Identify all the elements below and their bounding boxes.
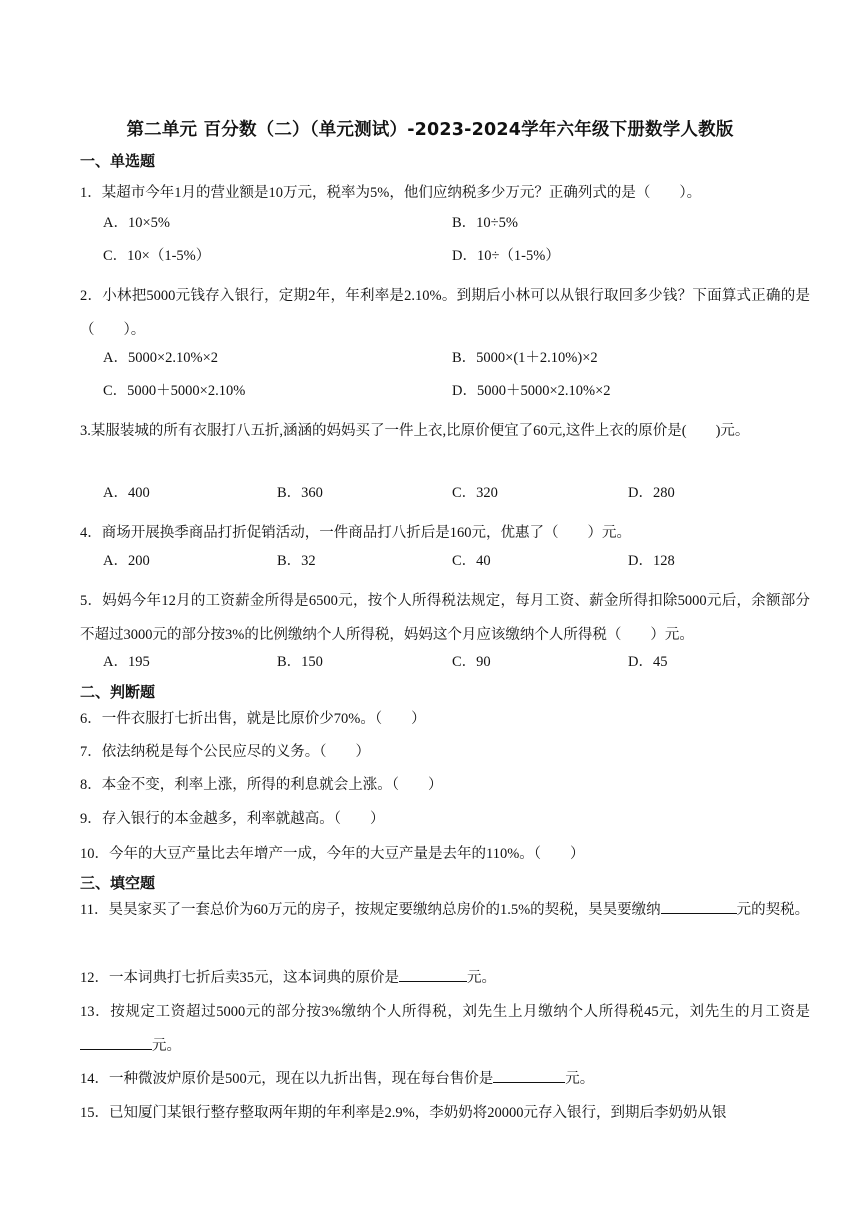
question-12-text: 12．一本词典打七折后卖35元，这本词典的原价是 (80, 970, 399, 986)
question-12 (80, 961, 810, 995)
question-13-tail: 元。 (152, 1038, 181, 1054)
q4-option-a: A．200 (103, 553, 150, 569)
question-14-tail: 元。 (565, 1071, 595, 1087)
question-4: 4．商场开展换季商品打折促销活动，一件商品打八折后是160元，优惠了（ ）元。 (80, 525, 631, 541)
q1-option-c: C．10×（1-5%） (103, 248, 211, 264)
question-2: 2．小林把5000元钱存入银行，定期2年，年利率是2.10%。到期后小林可以从银行取回多少钱？下面算式正确的是（ ）。 (80, 288, 810, 338)
question-7: 7．依法纳税是每个公民应尽的义务。（ ） (80, 744, 370, 760)
question-15: 15．已知厦门某银行整存整取两年期的年利率是2.9%，李奶奶将20000元存入银行，到期后李奶奶从银 (80, 1105, 727, 1121)
question-3: 3.某服装城的所有衣服打八五折,涵涵的妈妈买了一件上衣,比原价便宜了60元,这件上衣的原价是( )元。 (80, 423, 750, 439)
question-6: 6．一件衣服打七折出售，就是比原价少70%。（ ） (80, 711, 426, 727)
q3-option-d: D．280 (628, 485, 675, 501)
question-14 (80, 1062, 810, 1096)
question-1: 1．某超市今年1月的营业额是10万元，税率为5%，他们应纳税多少万元？正确列式的是（ ）。 (80, 185, 702, 201)
question-10: 10．今年的大豆产量比去年增产一成，今年的大豆产量是去年的110%。（ ） (80, 846, 585, 862)
section-heading-true-false: 二、判断题 (80, 683, 156, 701)
q4-option-b: B．32 (277, 553, 316, 569)
q4-option-c: C．40 (452, 553, 491, 569)
question-9: 9．存入银行的本金越多，利率就越高。（ ） (80, 811, 385, 827)
answer-blank-13[interactable] (80, 1035, 152, 1050)
q1-option-b: B．10÷5% (452, 215, 518, 231)
q3-option-b: B．360 (277, 485, 323, 501)
section-heading-fill-blank: 三、填空题 (80, 874, 156, 892)
q2-option-c: C．5000＋5000×2.10% (103, 383, 246, 399)
question-12-tail: 元。 (467, 970, 496, 986)
page-title: 第二单元 百分数（二）（单元测试）-2023-2024学年六年级下册数学人教版 (126, 120, 734, 140)
q2-option-b: B．5000×(1＋2.10%)×2 (452, 350, 598, 366)
q4-option-d: D．128 (628, 553, 675, 569)
question-5: 5．妈妈今年12月的工资薪金所得是6500元，按个人所得税法规定，每月工资、薪金所得扣除5000元后，余额部分不超过3000元的部分按3%的比例缴纳个人所得税，妈妈这个月应该缴纳个人所得税（ ）元。 (80, 593, 810, 643)
question-13-text: 13．按规定工资超过5000元的部分按3%缴纳个人所得税，刘先生上月缴纳个人所得税45元，刘先生的月工资是 (80, 1004, 810, 1020)
q5-option-d: D．45 (628, 654, 668, 670)
question-13 (80, 995, 810, 1063)
q5-option-c: C．90 (452, 654, 491, 670)
q3-option-c: C．320 (452, 485, 498, 501)
question-8: 8．本金不变，利率上涨，所得的利息就会上涨。（ ） (80, 777, 443, 793)
q1-option-a: A．10×5% (103, 215, 170, 231)
q3-option-a: A．400 (103, 485, 150, 501)
answer-blank-14[interactable] (493, 1068, 565, 1083)
question-14-text: 14．一种微波炉原价是500元，现在以九折出售，现在每台售价是 (80, 1071, 494, 1087)
question-11 (80, 893, 810, 927)
answer-blank-11[interactable] (661, 899, 737, 914)
q2-option-a: A．5000×2.10%×2 (103, 350, 219, 366)
q5-option-b: B．150 (277, 654, 323, 670)
q2-option-d: D．5000＋5000×2.10%×2 (452, 383, 611, 399)
q5-option-a: A．195 (103, 654, 150, 670)
q1-option-d: D．10÷（1-5%） (452, 248, 560, 264)
section-heading-single-choice: 一、单选题 (80, 152, 156, 170)
question-11-tail: 元的契税。 (736, 902, 810, 918)
question-11-text: 11．昊昊家买了一套总价为60万元的房子，按规定要缴纳总房价的1.5%的契税，昊昊要缴纳 (80, 902, 661, 918)
answer-blank-12[interactable] (399, 967, 467, 982)
